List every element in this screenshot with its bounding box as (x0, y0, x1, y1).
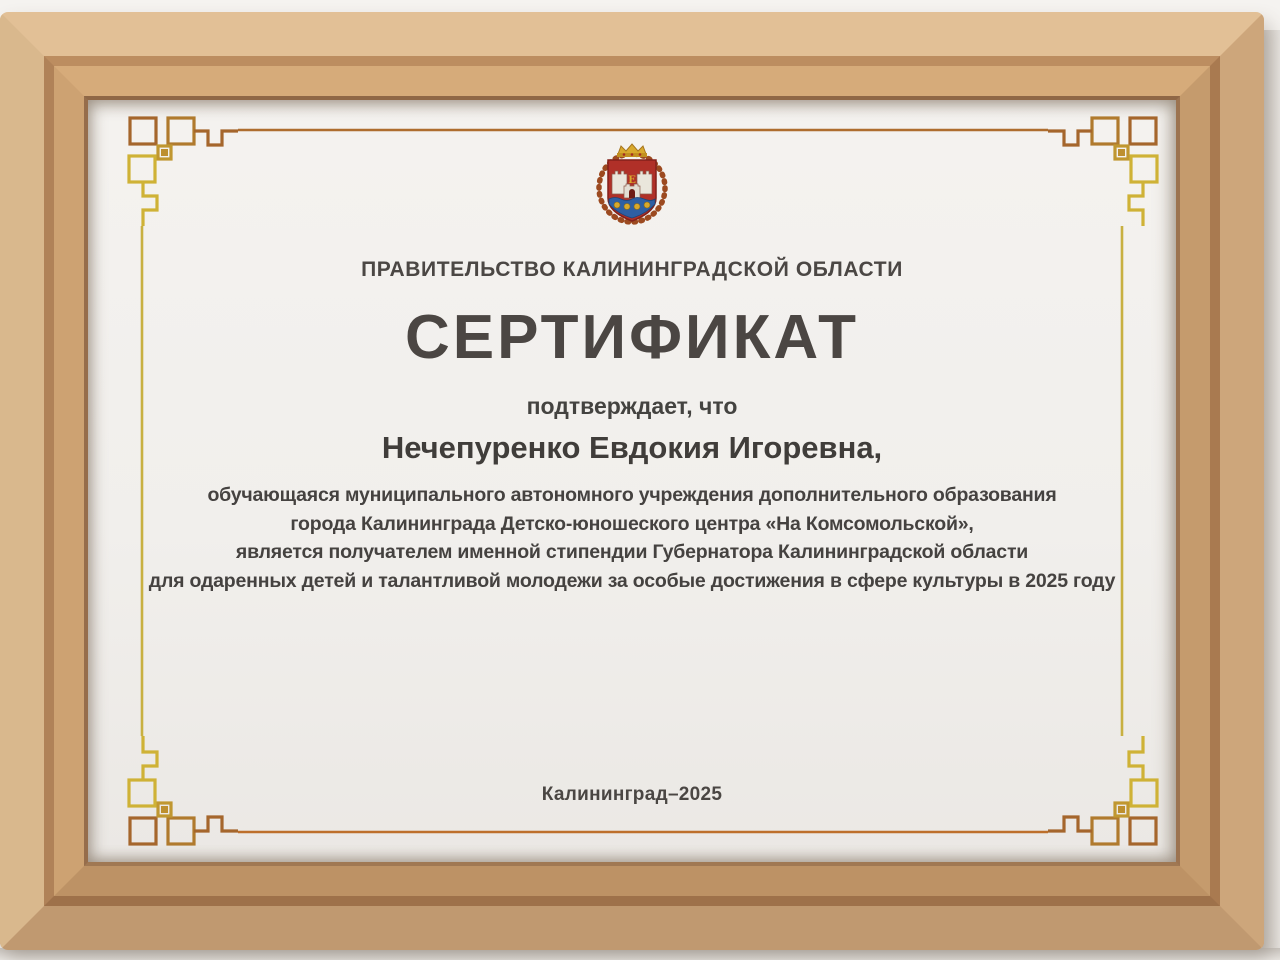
confirmation-line: подтверждает, что (526, 393, 738, 419)
svg-text:Е: Е (628, 175, 636, 186)
certificate-paper (88, 100, 1176, 862)
picture-frame (0, 12, 1264, 950)
body-line-2: города Калининграда Детско-юношеского центра «На Комсомольской», (290, 512, 974, 535)
certificate-content (88, 100, 1176, 862)
wall-background (1262, 30, 1280, 960)
body-line-4: для одаренных детей и талантливой молодежи за особые достижения в сфере культуры в 2025 году (148, 569, 1116, 592)
certificate-body (88, 481, 1176, 595)
body-line-1: обучающаяся муниципального автономного учреждения дополнительного образования (207, 484, 1057, 506)
issuer-line: ПРАВИТЕЛЬСТВО КАЛИНИНГРАДСКОЙ ОБЛАСТИ (361, 258, 903, 281)
recipient-name: Нечепуренко Евдокия Игоревна, (381, 430, 883, 465)
kaliningrad-coat-of-arms-icon (586, 142, 678, 226)
place-and-year: Калининград–2025 (541, 784, 723, 805)
body-line-3: является получателем именной стипендии Губернатора Калининградской области (235, 541, 1029, 563)
certificate-title: СЕРТИФИКАТ (405, 303, 859, 372)
